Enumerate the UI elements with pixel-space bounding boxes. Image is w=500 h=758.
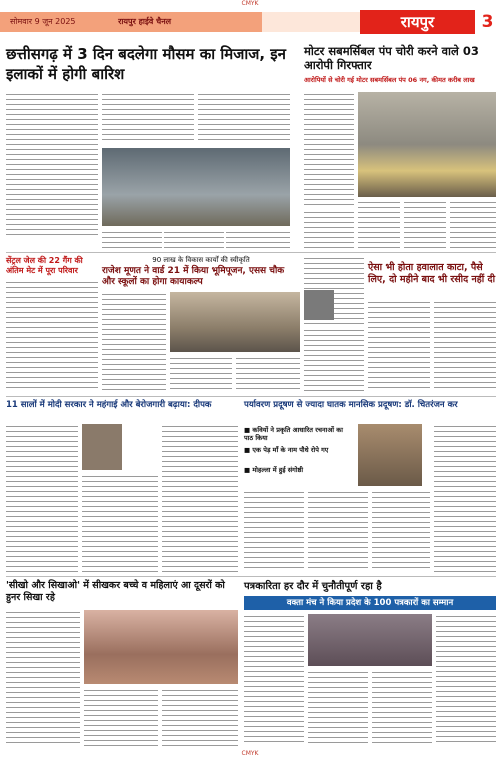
journalism-body-1 xyxy=(244,614,304,746)
paper-name: रायपुर हाईवे चैनल xyxy=(118,17,172,26)
learn-photo xyxy=(84,610,238,684)
weather-body-2 xyxy=(102,92,194,144)
date-line: सोमवार 9 जून 2025 xyxy=(10,17,76,26)
meet-headline: सेंट्रल जेल की 22 गैंग की अंतिम मेट में पूरा परिवार xyxy=(6,256,83,275)
custody-body-1 xyxy=(304,328,364,392)
city-label: रायपुर xyxy=(360,10,475,34)
rajesh-headline: राजेश मूणत ने वार्ड 21 में किया भूमिपूजन, एसस चौक और स्कूलों का होगा कायाकल्प xyxy=(102,266,285,287)
pollution-bullet-1: ■ कवियों ने प्रकृति आधारित रचनाओं का पाठ किया xyxy=(244,426,343,442)
header-decoration xyxy=(262,12,360,32)
weather-body-6 xyxy=(226,230,290,250)
learn-headline: 'सीखो और सिखाओ' में सीखकर बच्चे व महिलाएं आ दूसरों को हुनर सिखा रहे xyxy=(6,580,225,603)
modi-body-3 xyxy=(162,424,238,572)
pollution-headline: पर्यावरण प्रदूषण से ज्यादा घातक मानसिक प्रदूषण: डॉ. चितरंजन कर xyxy=(244,400,458,410)
custody-headline: ऐसा भी होता हवालात काटा, पैसे लिए, दो महीने बाद भी रसीद नहीं दी xyxy=(368,262,496,285)
meet-body xyxy=(6,280,98,390)
cmyk-top-mark: CMYK xyxy=(241,0,259,7)
weather-photo xyxy=(102,148,290,226)
pollution-bullet-3: ■ मोहल्ला में हुई संगोष्ठी xyxy=(244,466,304,474)
journalism-photo xyxy=(308,614,432,666)
learn-body-2 xyxy=(84,688,158,746)
weather-body-1 xyxy=(6,92,98,237)
side-photo xyxy=(304,290,334,320)
weather-headline: छत्तीसगढ़ में 3 दिन बदलेगा मौसम का मिजाज, इन इलाकों में होगी बारिश xyxy=(6,45,286,83)
learn-body-3 xyxy=(162,688,238,746)
journalism-headline: पत्रकारिता हर दौर में चुनौतीपूर्ण रहा है xyxy=(244,581,382,592)
pollution-body-4 xyxy=(434,424,496,572)
modi-body-1 xyxy=(6,424,78,572)
pollution-body-1 xyxy=(244,490,304,572)
weather-body-3 xyxy=(198,92,290,144)
modi-headline: 11 सालों में मोदी सरकार ने महंगाई और बेरोजगारी बढ़ाया: दीपक xyxy=(6,400,212,410)
pump-subhead: आरोपियों से चोरी गई मोटर सबमर्सिबल पंप 06 नग, कीमत करीब लाख xyxy=(304,76,475,84)
journalism-body-2 xyxy=(308,670,368,746)
modi-body-2 xyxy=(82,474,158,572)
rajesh-body-1 xyxy=(102,292,166,392)
rajesh-body-3 xyxy=(236,356,300,392)
pump-body-4 xyxy=(450,200,496,250)
journalism-body-4 xyxy=(436,614,496,746)
date-strip xyxy=(0,12,262,32)
divider-3 xyxy=(6,576,496,577)
pump-body-2 xyxy=(358,200,400,250)
page-header xyxy=(0,8,500,35)
custody-body-3 xyxy=(434,300,496,392)
pollution-bullet-2: ■ एक पेड़ माँ के नाम पौधे रोपे गए xyxy=(244,446,329,454)
pump-headline: मोटर सबमर्सिबल पंप चोरी करने वाले 03 आरोपी गिरफ्तार xyxy=(304,44,479,72)
modi-photo xyxy=(82,424,122,470)
divider-1 xyxy=(6,252,496,253)
pump-body-3 xyxy=(404,200,446,250)
pump-body-1 xyxy=(304,92,354,207)
pollution-photo xyxy=(358,424,422,486)
divider-2 xyxy=(6,396,496,397)
weather-body-4 xyxy=(102,230,162,250)
page-number: 3 xyxy=(475,10,500,34)
rajesh-body-2 xyxy=(170,356,232,392)
journalism-body-3 xyxy=(372,670,432,746)
weather-body-5 xyxy=(164,230,224,250)
cmyk-bottom-mark: CMYK xyxy=(241,750,259,757)
pump-photo xyxy=(358,92,496,197)
pollution-body-3 xyxy=(372,490,430,572)
journalism-subhead: वक्ता मंच ने किया प्रदेश के 100 पत्रकारों का सम्मान xyxy=(244,596,496,610)
pump-body-5 xyxy=(304,210,354,250)
learn-body-1 xyxy=(6,610,80,746)
rajesh-photo xyxy=(170,292,300,352)
rajesh-subhead: 90 लाख के विकास कार्यों की स्वीकृति xyxy=(152,256,250,264)
pollution-body-2 xyxy=(308,490,368,572)
custody-body-2 xyxy=(368,300,430,392)
